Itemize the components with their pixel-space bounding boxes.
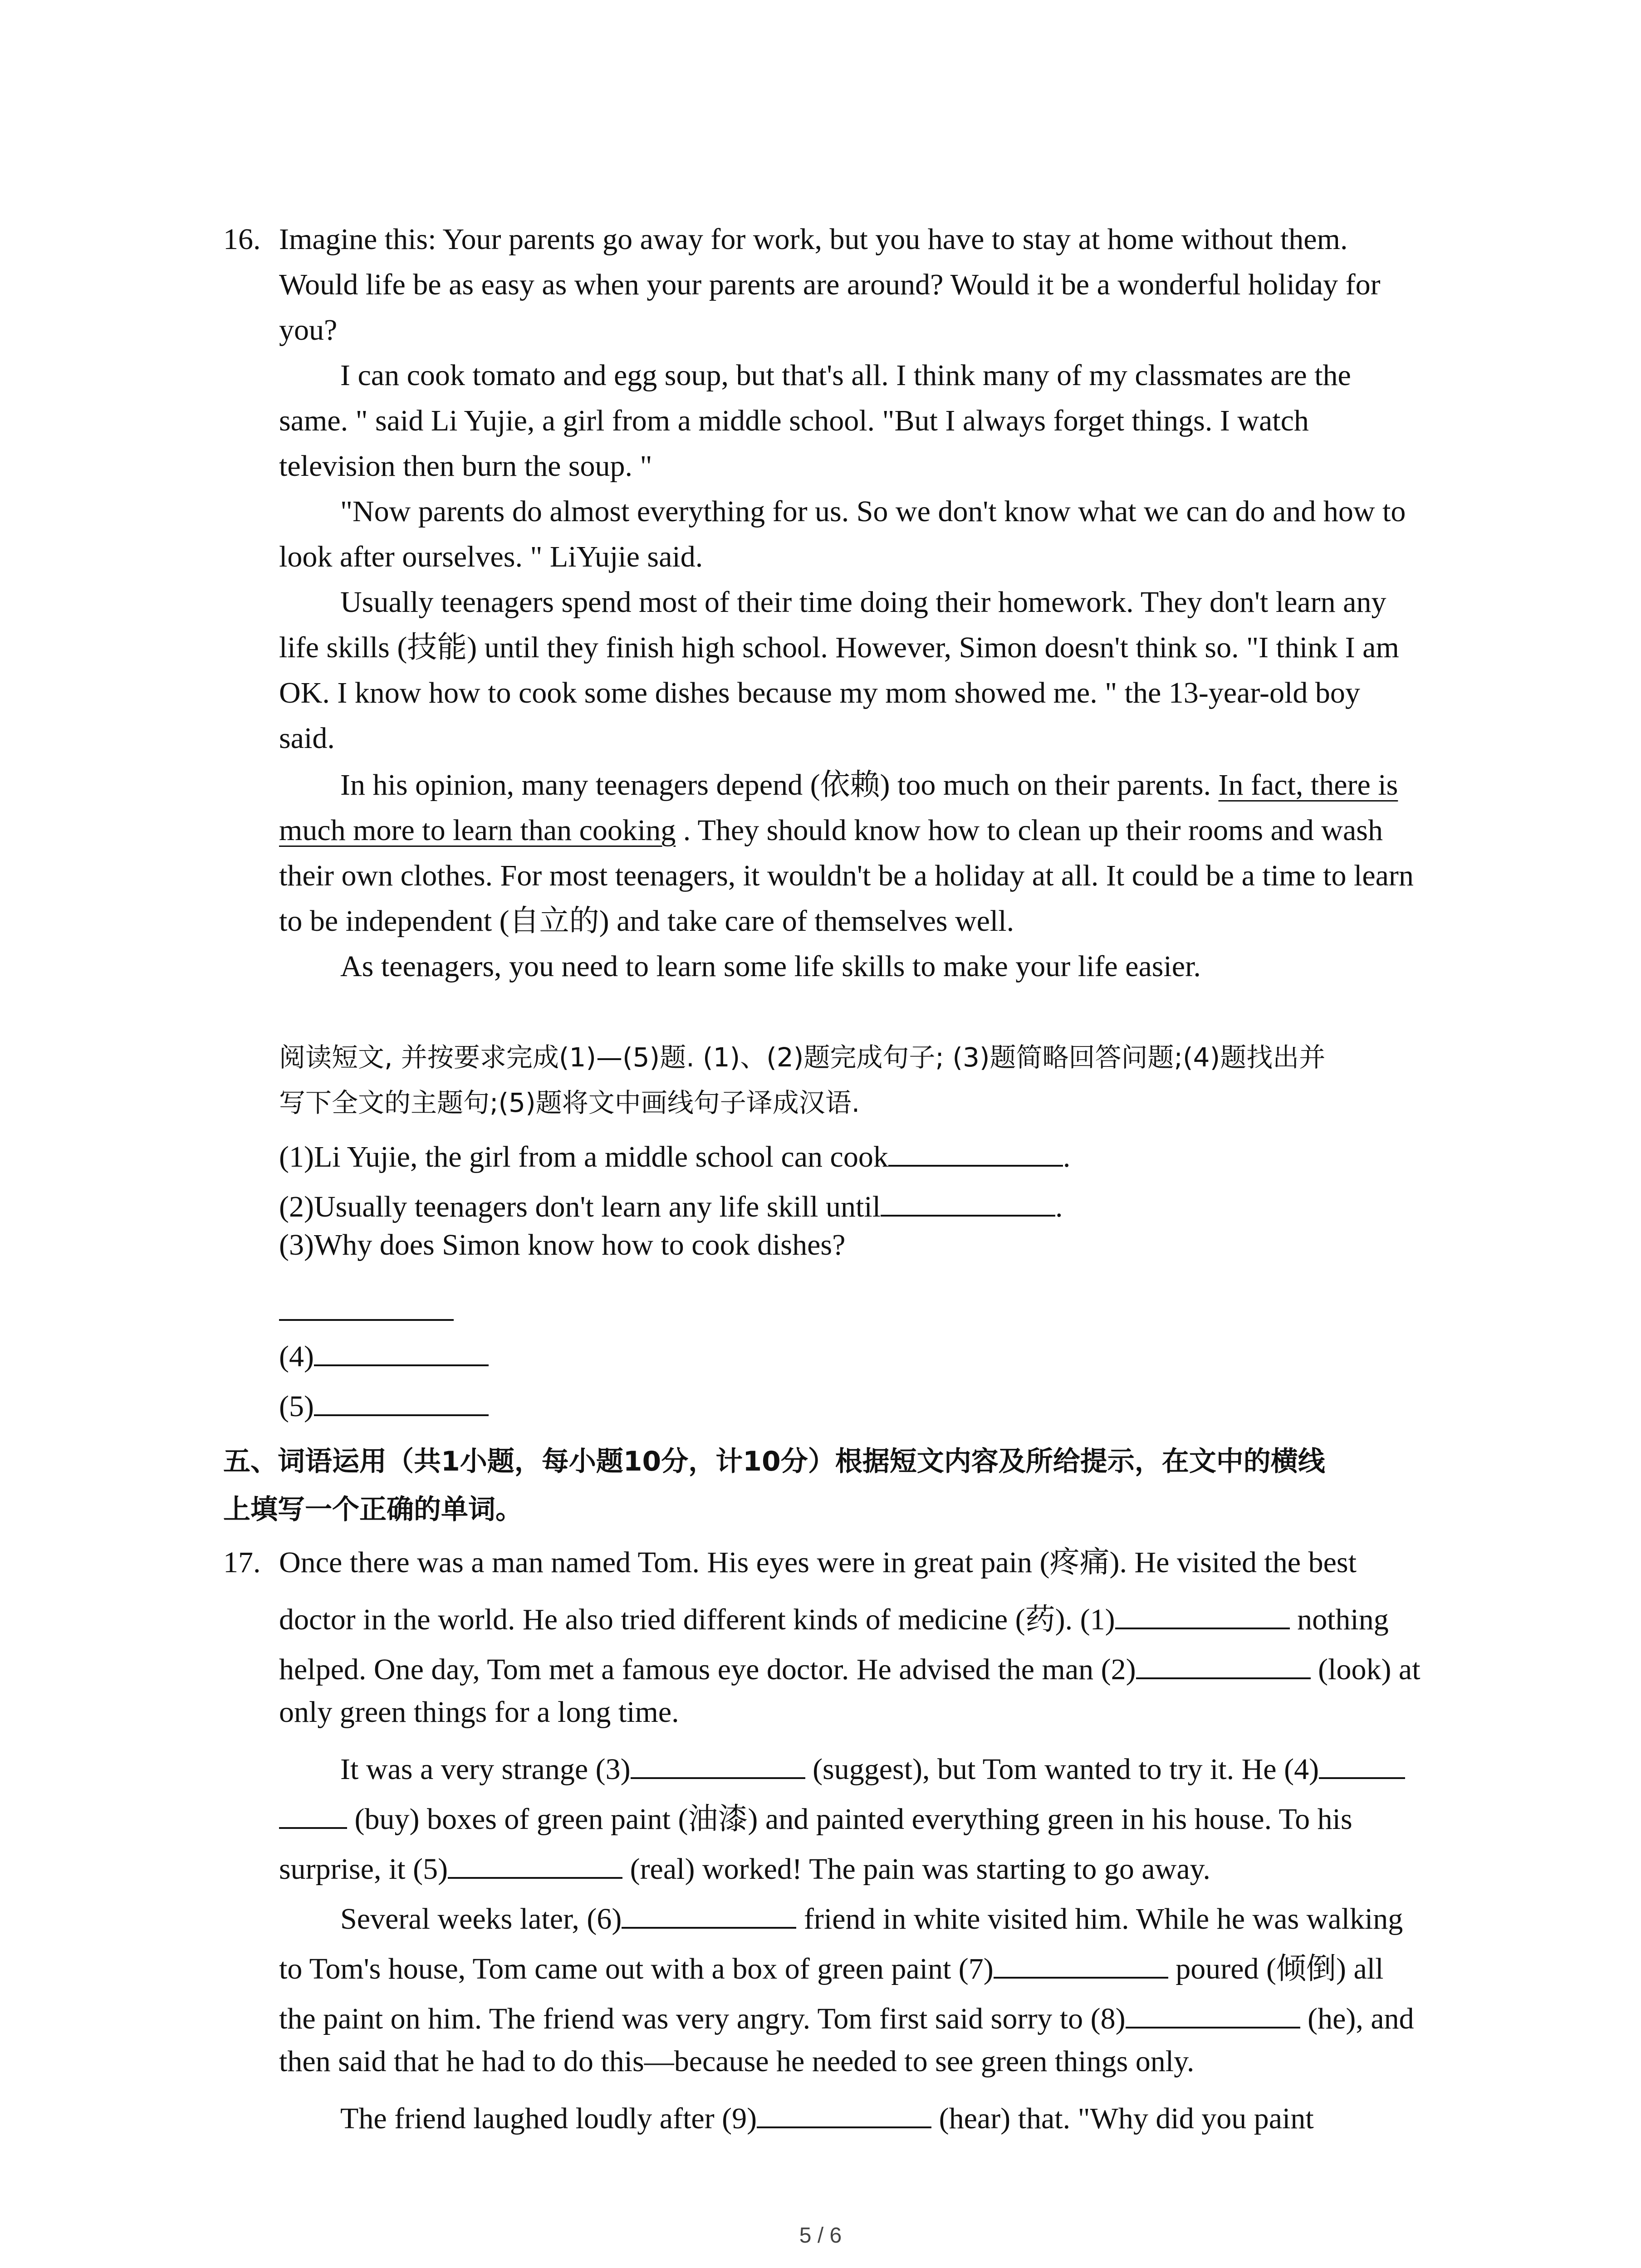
passage-line: I can cook tomato and egg soup, but that's all. I think many of my classmates are the <box>340 359 1351 392</box>
passage-line: Usually teenagers spend most of their time doing their homework. They don't learn any <box>340 586 1386 619</box>
passage-line <box>279 1797 1352 1834</box>
question-text: (2)Usually teenagers don't learn any life skill until <box>279 1190 881 1223</box>
question-3: (3)Why does Simon know how to cook dishes? <box>279 1228 846 1261</box>
passage-text: In his opinion, many teenagers depend (依赖) too much on their parents. <box>340 768 1219 802</box>
passage-text: The friend laughed loudly after (9) <box>340 2102 757 2135</box>
answer-line-3 <box>279 1289 454 1326</box>
passage-line <box>340 1897 1403 1934</box>
period: . <box>1055 1190 1063 1223</box>
question-text: (1)Li Yujie, the girl from a middle school can cook <box>279 1140 888 1173</box>
passage-line <box>279 1997 1414 2034</box>
passage-text: (he), and <box>1300 2002 1414 2035</box>
passage-line: only green things for a long time. <box>279 1696 679 1729</box>
passage-line: As teenagers, you need to learn some life skills to make your life easier. <box>340 950 1201 983</box>
passage-line <box>279 1598 1389 1635</box>
passage-text: (look) at <box>1310 1653 1421 1686</box>
answer-blank[interactable] <box>314 1384 489 1416</box>
answer-blank-4-cont[interactable] <box>279 1797 347 1829</box>
passage-line <box>340 770 1398 800</box>
passage-line: same. " said Li Yujie, a girl from a middle school. "But I always forget things. I watch <box>279 404 1309 437</box>
passage-text: It was a very strange (3) <box>340 1753 631 1786</box>
passage-text: doctor in the world. He also tried different kinds of medicine (药). (1) <box>279 1603 1115 1636</box>
answer-blank-5[interactable] <box>448 1847 622 1879</box>
passage-text: helped. One day, Tom met a famous eye doctor. He advised the man (2) <box>279 1653 1136 1686</box>
passage-line <box>279 1847 1210 1884</box>
question-text: (5) <box>279 1390 314 1423</box>
answer-blank[interactable] <box>881 1185 1055 1217</box>
passage-line: Imagine this: Your parents go away for work, but you have to stay at home without them. <box>279 223 1348 256</box>
answer-blank-8[interactable] <box>1126 1997 1300 2028</box>
passage-line <box>340 2097 1314 2134</box>
passage-text: (suggest), but Tom wanted to try it. He (4) <box>805 1753 1319 1786</box>
answer-blank-2[interactable] <box>1136 1647 1311 1679</box>
passage-line: you? <box>279 313 338 347</box>
passage-text: (hear) that. "Why did you paint <box>931 2102 1314 2135</box>
passage-text: poured (倾倒) all <box>1168 1952 1384 1985</box>
answer-blank-3[interactable] <box>631 1747 805 1779</box>
passage-line <box>279 1647 1421 1685</box>
period: . <box>1063 1140 1071 1173</box>
passage-line: television then burn the soup. " <box>279 450 652 483</box>
question-4 <box>279 1334 489 1372</box>
passage-text: to Tom's house, Tom came out with a box of green paint (7) <box>279 1952 994 1985</box>
passage-text: friend in white visited him. While he was walking <box>796 1902 1403 1936</box>
passage-line <box>340 1747 1405 1784</box>
passage-line <box>279 816 1383 846</box>
passage-line <box>279 1947 1383 1984</box>
question-1 <box>279 1135 1070 1172</box>
passage-text: . They should know how to clean up their rooms and wash <box>676 814 1383 847</box>
passage-text: nothing <box>1289 1603 1389 1636</box>
passage-text: the paint on him. The friend was very angry. Tom first said sorry to (8) <box>279 2002 1126 2035</box>
passage-line: Would life be as easy as when your parents are around? Would it be a wonderful holiday for <box>279 268 1381 301</box>
passage-line: life skills (技能) until they finish high school. However, Simon doesn't think so. "I think I am <box>279 631 1399 664</box>
passage-line: said. <box>279 722 335 755</box>
passage-text: (buy) boxes of green paint (油漆) and painted everything green in his house. To his <box>347 1803 1352 1836</box>
answer-blank-9[interactable] <box>757 2097 931 2128</box>
passage-text: (real) worked! The pain was starting to go away. <box>622 1853 1210 1886</box>
answer-blank[interactable] <box>279 1289 454 1321</box>
answer-blank-7[interactable] <box>994 1947 1168 1979</box>
section-heading: 五、词语运用（共1小题，每小题10分，计10分）根据短文内容及所给提示，在文中的横线 <box>223 1446 1325 1477</box>
page-number: 5 / 6 <box>799 2224 842 2248</box>
question-5 <box>279 1384 489 1422</box>
passage-line: OK. I know how to cook some dishes because my mom showed me. " the 13-year-old boy <box>279 676 1360 709</box>
passage-line: their own clothes. For most teenagers, it wouldn't be a holiday at all. It could be a time to learn <box>279 859 1414 892</box>
passage-line: "Now parents do almost everything for us. So we don't know what we can do and how to <box>340 495 1406 528</box>
answer-blank[interactable] <box>314 1334 489 1366</box>
passage-line: then said that he had to do this—because he needed to see green things only. <box>279 2045 1195 2078</box>
answer-blank-4[interactable] <box>1319 1747 1405 1779</box>
question-text: (4) <box>279 1340 314 1373</box>
question-number-17: 17. <box>223 1546 261 1579</box>
question-2 <box>279 1185 1063 1222</box>
passage-text: surprise, it (5) <box>279 1853 448 1886</box>
underlined-sentence: In fact, there is <box>1218 768 1398 802</box>
question-number-16: 16. <box>223 223 261 256</box>
answer-blank-1[interactable] <box>1115 1598 1290 1629</box>
passage-line: look after ourselves. " LiYujie said. <box>279 540 703 573</box>
passage-line: Once there was a man named Tom. His eyes were in great pain (疼痛). He visited the best <box>279 1546 1357 1579</box>
underlined-sentence: much more to learn than cooking <box>279 814 676 847</box>
answer-blank-6[interactable] <box>622 1897 796 1929</box>
passage-line: to be independent (自立的) and take care of themselves well. <box>279 904 1014 938</box>
instructions: 写下全文的主题句;(5)题将文中画线句子译成汉语. <box>279 1087 860 1118</box>
passage-text: Several weeks later, (6) <box>340 1902 622 1936</box>
answer-blank[interactable] <box>888 1135 1063 1167</box>
section-heading: 上填写一个正确的单词。 <box>223 1494 523 1525</box>
instructions: 阅读短文, 并按要求完成(1)—(5)题. (1)、(2)题完成句子; (3)题简略回答问题;(4)题找出并 <box>279 1042 1326 1073</box>
